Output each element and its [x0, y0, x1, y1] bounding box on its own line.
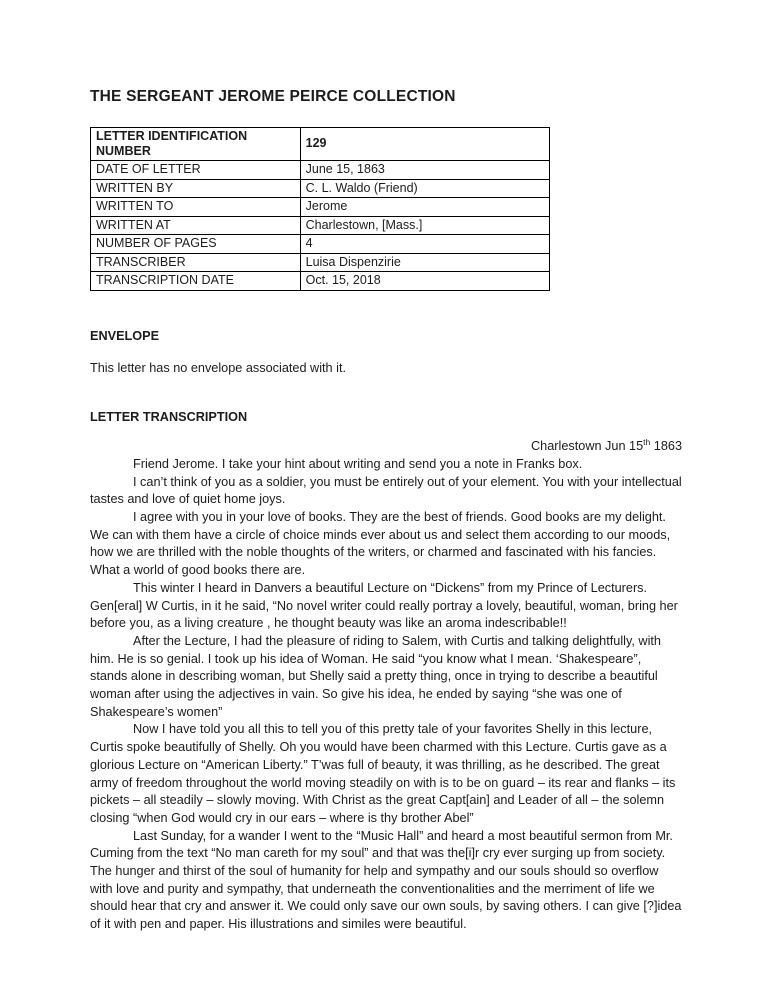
- letter-paragraph: This winter I heard in Danvers a beautiful Lecture on “Dickens” from my Prince of Lecturers. Gen[eral] W Curtis, in it he said, “No novel writer could really portray a lovely, beautiful, woman, bring her before you, as a living creature , he thought beauty was like an aroma indescribable!!: [90, 580, 678, 631]
- metadata-value: Jerome: [300, 198, 549, 217]
- dateline-prefix: Charlestown Jun 15: [531, 439, 644, 454]
- letter-paragraph: Now I have told you all this to tell you of this pretty tale of your favorites Shelly in this lecture, Curtis spoke beautifully of Shelly. Oh you would have been charmed with this Lecture. Curtis gave as a glorious Lecture on “American Liberty.” T’was full of beauty, it was thrilling, as he described. The great army of freedom throughout the world moving steadily on with is to be on guard – its rear and flanks – its pickets – all steadily – slowly moving. With Christ as the great Capt[ain] and Leader of all – the solemn closing “when God would cry in our ears – where is thy brother Abel”: [90, 722, 676, 825]
- metadata-value: Luisa Dispenzirie: [300, 253, 549, 272]
- letter-paragraph: After the Lecture, I had the pleasure of riding to Salem, with Curtis and talking delightfully, with him. He is so genial. I took up his idea of Woman. He said “you know what I mean. ‘Shakespeare”, stands alone in describing woman, but Shelly said a pretty thing, once in trying to describe a beautiful woman after using the adjectives in vain. So give his idea, he ended by saying “she was one of Shakespeare’s women”: [90, 633, 661, 719]
- letter-metadata-table: [90, 127, 550, 291]
- metadata-value: Charlestown, [Mass.]: [300, 216, 549, 235]
- table-row: [91, 253, 550, 272]
- letter-paragraph: Friend Jerome. I take your hint about writing and send you a note in Franks box.: [133, 456, 583, 471]
- letter-paragraph: I can’t think of you as a soldier, you must be entirely out of your element. You with your intellectual tastes and love of quiet home joys.: [90, 474, 682, 507]
- metadata-label: NUMBER OF PAGES: [91, 235, 301, 254]
- metadata-value: June 15, 1863: [300, 161, 549, 180]
- metadata-label: TRANSCRIPTION DATE: [91, 272, 301, 291]
- metadata-label: WRITTEN TO: [91, 198, 301, 217]
- letter-dateline: [90, 438, 682, 456]
- table-row: [91, 198, 550, 217]
- transcription-heading: LETTER TRANSCRIPTION: [90, 410, 248, 425]
- letter-paragraph: I agree with you in your love of books. They are the best of friends. Good books are my delight. We can with them have a circle of choice minds ever about us and select them according to our moods, how we are thrilled with the noble thoughts of the writers, or charmed and fascinated with his fancies. What a world of good books there are.: [90, 510, 671, 578]
- letter-body: [90, 438, 682, 934]
- metadata-label: TRANSCRIBER: [91, 253, 301, 272]
- table-row: [91, 179, 550, 198]
- metadata-value: C. L. Waldo (Friend): [300, 179, 549, 198]
- table-row: [91, 235, 550, 254]
- metadata-label: WRITTEN BY: [91, 179, 301, 198]
- envelope-note: This letter has no envelope associated with it.: [90, 360, 347, 375]
- dateline-superscript: th: [643, 436, 651, 447]
- table-row: [91, 128, 550, 161]
- metadata-value: 4: [300, 235, 549, 254]
- letter-paragraph: Last Sunday, for a wander I went to the “Music Hall” and heard a most beautiful sermon from Mr. Cuming from the text “No man careth for my soul” and that was the[i]r cry ever surging up from society. The hunger and thirst of the soul of humanity for help and sympathy and our souls should so overflow with love and purity and sympathy, that underneath the conventionalities and the merriment of life we should hear that cry and answer it. We could only save our own souls, by saving others. I can give [?]idea of it with pen and paper. His illustrations and similes were beautiful.: [90, 828, 682, 932]
- metadata-label: WRITTEN AT: [91, 216, 301, 235]
- metadata-value: Oct. 15, 2018: [300, 272, 549, 291]
- envelope-heading: ENVELOPE: [90, 328, 160, 343]
- page-title: THE SERGEANT JEROME PEIRCE COLLECTION: [90, 88, 456, 105]
- metadata-value: 129: [300, 128, 549, 161]
- dateline-suffix: 1863: [650, 439, 682, 454]
- metadata-label: LETTER IDENTIFICATION NUMBER: [91, 128, 301, 161]
- table-row: [91, 216, 550, 235]
- table-row: [91, 272, 550, 291]
- metadata-label: DATE OF LETTER: [91, 161, 301, 180]
- table-row: [91, 161, 550, 180]
